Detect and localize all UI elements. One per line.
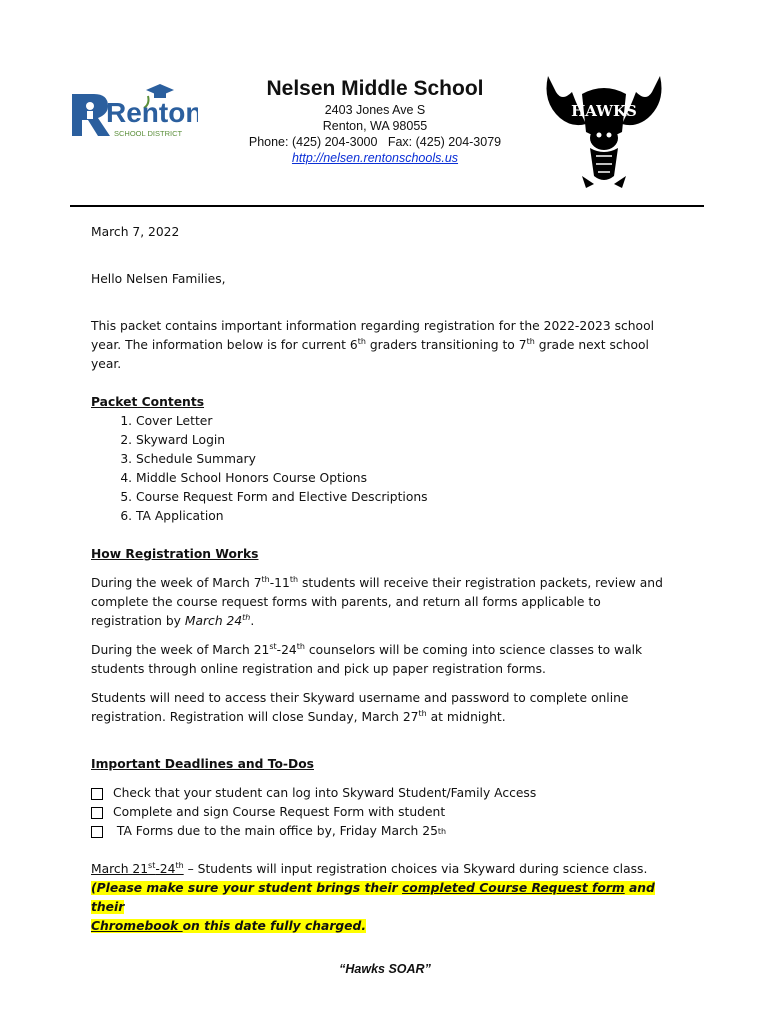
phone-fax-line: Phone: (425) 204-3000 Fax: (425) 204-3079 xyxy=(248,135,502,149)
website-link[interactable]: http://nelsen.rentonschools.us xyxy=(291,151,459,165)
letter-body xyxy=(91,223,671,936)
final-note: March 21st-24th – Students will input registration choices via Skyward during science class. (Please make sure your student brings their completed Course Request form and their Chromebook on this date fully charged. xyxy=(91,860,655,933)
checkbox[interactable] xyxy=(91,788,103,800)
hawks-mascot-logo xyxy=(542,72,666,190)
address-line-1: 2403 Jones Ave S xyxy=(324,103,426,117)
mascot-logo-text: HAWKS xyxy=(571,102,637,120)
todo-item: Check that your student can log into Skyward Student/Family Access xyxy=(91,784,671,803)
list-item: 5. Course Request Form and Elective Descriptions xyxy=(136,488,671,507)
list-item: 2. Skyward Login xyxy=(136,431,671,450)
header-divider xyxy=(70,205,704,207)
list-item: 1. Cover Letter xyxy=(136,412,671,431)
checkbox[interactable] xyxy=(91,826,103,838)
packet-contents-heading: Packet Contents xyxy=(91,395,205,409)
intro-paragraph: This packet contains important information regarding registration for the 2022-2023 school year. The information below is for current 6th graders transitioning to 7th grade next school year. xyxy=(91,319,655,371)
list-item: 4. Middle School Honors Course Options xyxy=(136,469,671,488)
footer-motto: “Hawks SOAR” xyxy=(339,962,431,976)
letter-date: March 7, 2022 xyxy=(91,225,180,239)
list-item: 6. TA Application xyxy=(136,507,671,526)
how-paragraph-2: During the week of March 21st-24th counselors will be coming into science classes to walk students through online registration and pick up paper registration forms. xyxy=(91,641,643,676)
todo-item: Complete and sign Course Request Form with student xyxy=(91,803,671,822)
packet-contents-list xyxy=(91,412,671,526)
school-header xyxy=(230,76,520,166)
school-name: Nelsen Middle School xyxy=(266,77,484,100)
renton-district-logo xyxy=(68,80,198,144)
todo-checklist xyxy=(91,784,671,841)
address-line-2: Renton, WA 98055 xyxy=(322,119,428,133)
todo-item: TA Forms due to the main office by, Friday March 25 th xyxy=(91,822,671,841)
checkbox[interactable] xyxy=(91,807,103,819)
list-item: 3. Schedule Summary xyxy=(136,450,671,469)
deadlines-heading: Important Deadlines and To-Dos xyxy=(91,757,314,771)
letter-greeting: Hello Nelsen Families, xyxy=(91,272,226,286)
how-registration-heading: How Registration Works xyxy=(91,547,259,561)
highlighted-reminder: (Please make sure your student brings their completed Course Request form and their Chromebook on this date fully charged. xyxy=(91,881,655,933)
district-logo-subtext: SCHOOL DISTRICT xyxy=(114,129,183,138)
district-logo-text: Renton xyxy=(106,97,198,128)
how-paragraph-1: During the week of March 7th-11th students will receive their registration packets, review and complete the course request forms with parents, and return all forms applicable to registration by March 24th. xyxy=(91,574,663,628)
how-paragraph-3: Students will need to access their Skyward username and password to complete online registration. Registration will close Sunday, March 27th at midnight. xyxy=(91,691,629,724)
